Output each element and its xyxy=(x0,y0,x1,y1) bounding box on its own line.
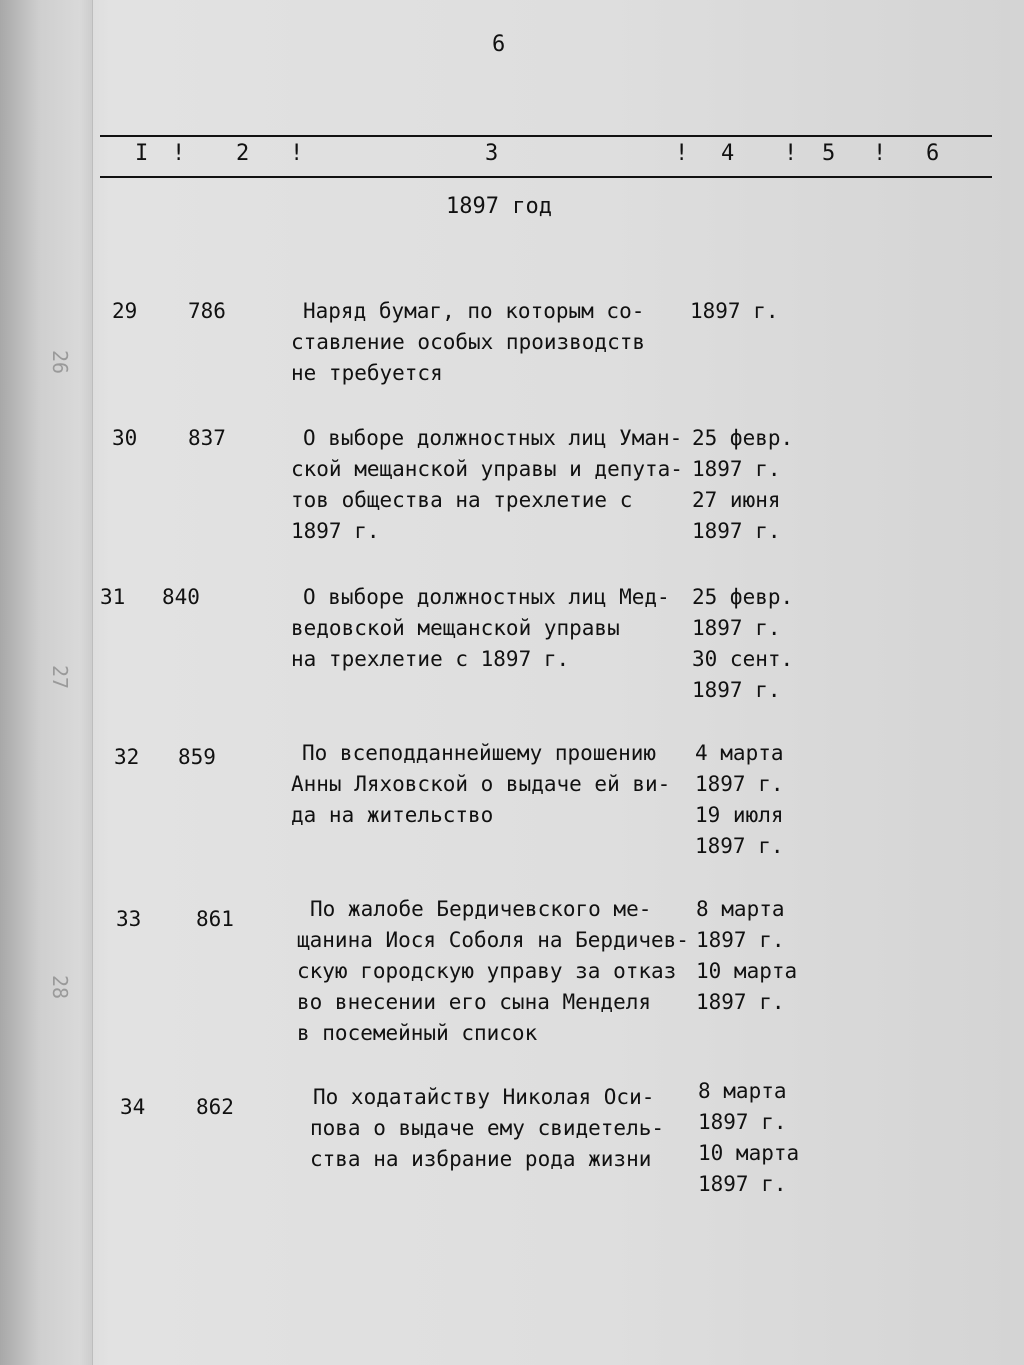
entry-date-line: 4 марта xyxy=(695,741,784,765)
column-header-5: 5 xyxy=(822,141,836,166)
entry-date-line: 1897 г. xyxy=(692,457,781,481)
file-number: 840 xyxy=(162,585,200,609)
year-heading: 1897 год xyxy=(446,194,552,219)
entry-title-line: Анны Ляховской о выдаче ей ви- xyxy=(291,772,671,796)
entry-title-line: пова о выдаче ему свидетель- xyxy=(310,1116,665,1140)
entry-title-line: О выборе должностных лиц Мед- xyxy=(303,585,670,609)
entry-title-line: щанина Иося Соболя на Бердичев- xyxy=(297,928,689,952)
entry-title-line: Наряд бумаг, по которым со- xyxy=(303,299,645,323)
file-number: 861 xyxy=(196,907,234,931)
entry-title-line: ства на избрание рода жизни xyxy=(310,1147,652,1171)
entry-title-line: да на жительство xyxy=(291,803,494,827)
table-header-top-rule xyxy=(100,135,992,137)
entry-date-line: 1897 г. xyxy=(692,616,781,640)
entry-title-line: тов общества на трехлетие с xyxy=(291,488,633,512)
entry-date-line: 8 марта xyxy=(698,1079,787,1103)
entry-title-line: ской мещанской управы и депута- xyxy=(291,457,683,481)
column-separator: ! xyxy=(172,141,186,166)
column-separator: ! xyxy=(873,141,887,166)
entry-date-line: 8 марта xyxy=(696,897,785,921)
column-header-6: 6 xyxy=(926,141,940,166)
margin-page-mark-1: 26 xyxy=(48,349,73,375)
file-number: 862 xyxy=(196,1095,234,1119)
binding-spine xyxy=(0,0,93,1365)
file-number: 786 xyxy=(188,299,226,323)
entry-title-line: во внесении его сына Менделя xyxy=(297,990,652,1014)
entry-date-line: 1897 г. xyxy=(696,928,785,952)
entry-title-line: По ходатайству Николая Оси- xyxy=(313,1085,655,1109)
entry-title-line: не требуется xyxy=(291,361,443,385)
entry-date-line: 1897 г. xyxy=(695,834,784,858)
entry-number: 32 xyxy=(114,745,140,769)
entry-title-line: По жалобе Бердичевского ме- xyxy=(310,897,652,921)
entry-date-line: 25 февр. xyxy=(692,426,794,450)
column-separator: ! xyxy=(784,141,798,166)
entry-title-line: скую городскую управу за отказ xyxy=(297,959,677,983)
entry-date-line: 19 июля xyxy=(695,803,784,827)
margin-page-mark-2: 27 xyxy=(48,664,73,690)
entry-date-line: 1897 г. xyxy=(698,1172,787,1196)
column-header-4: 4 xyxy=(721,141,735,166)
entry-date-line: 27 июня xyxy=(692,488,781,512)
entry-date-line: 10 марта xyxy=(698,1141,800,1165)
file-number: 837 xyxy=(188,426,226,450)
column-header-2: 2 xyxy=(236,141,250,166)
margin-page-mark-3: 28 xyxy=(48,974,73,1000)
entry-date-line: 1897 г. xyxy=(695,772,784,796)
column-header-1: I xyxy=(135,141,149,166)
entry-number: 31 xyxy=(100,585,126,609)
page-number: 6 xyxy=(492,32,506,57)
entry-title-line: 1897 г. xyxy=(291,519,380,543)
entry-date-line: 25 февр. xyxy=(692,585,794,609)
entry-date-line: 1897 г. xyxy=(690,299,779,323)
entry-title-line: в посемейный список xyxy=(297,1021,538,1045)
column-header-3: 3 xyxy=(485,141,499,166)
entry-title-line: ставление особых производств xyxy=(291,330,646,354)
entry-title-line: ведовской мещанской управы xyxy=(291,616,620,640)
column-separator: ! xyxy=(675,141,689,166)
entry-number: 30 xyxy=(112,426,138,450)
table-header-bottom-rule xyxy=(100,176,992,178)
entry-date-line: 1897 г. xyxy=(698,1110,787,1134)
entry-date-line: 1897 г. xyxy=(692,519,781,543)
entry-date-line: 1897 г. xyxy=(696,990,785,1014)
entry-number: 29 xyxy=(112,299,138,323)
entry-number: 34 xyxy=(120,1095,146,1119)
entry-title-line: По всеподданнейшему прошению xyxy=(302,741,657,765)
entry-title-line: О выборе должностных лиц Уман- xyxy=(303,426,683,450)
entry-date-line: 10 марта xyxy=(696,959,798,983)
entry-date-line: 1897 г. xyxy=(692,678,781,702)
entry-date-line: 30 сент. xyxy=(692,647,794,671)
entry-title-line: на трехлетие с 1897 г. xyxy=(291,647,570,671)
column-separator: ! xyxy=(290,141,304,166)
file-number: 859 xyxy=(178,745,216,769)
entry-number: 33 xyxy=(116,907,142,931)
